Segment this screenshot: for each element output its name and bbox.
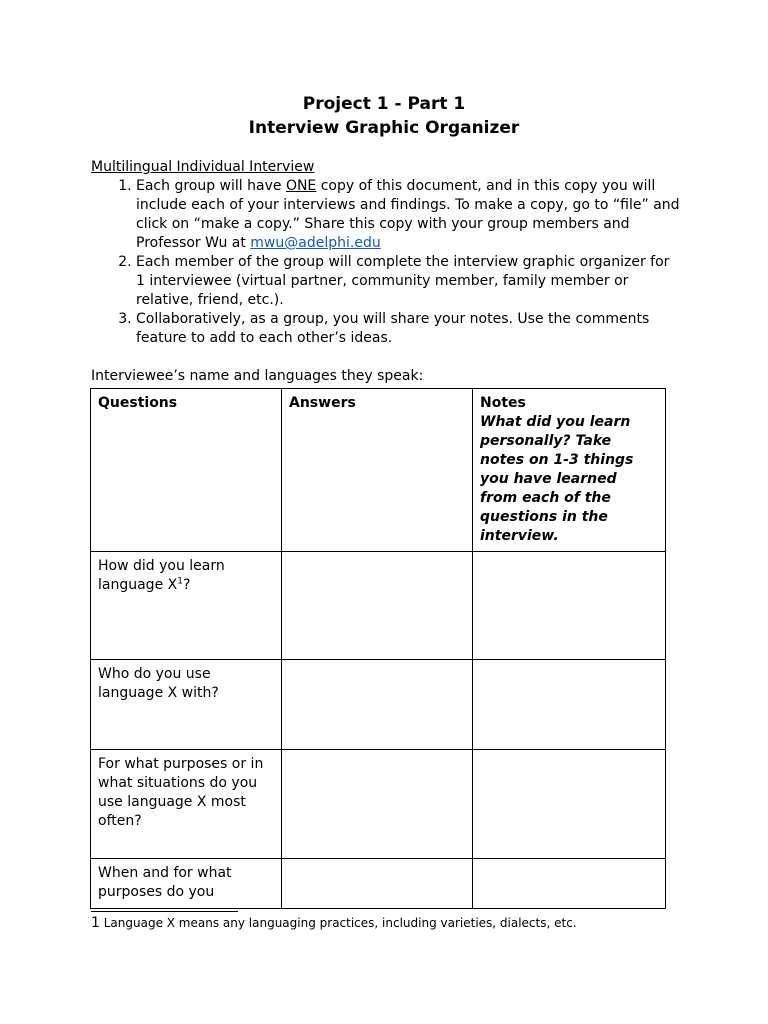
- document-title: Project 1 - Part 1: [302, 94, 466, 114]
- notes-cell[interactable]: [473, 660, 666, 750]
- document-subtitle: Interview Graphic Organizer: [248, 118, 520, 138]
- footnote-text: Language X means any languaging practices, including varieties, dialects, etc.: [99, 916, 577, 930]
- header-questions: Questions: [98, 395, 178, 411]
- table-row: [91, 660, 666, 750]
- email-link[interactable]: mwu@adelphi.edu: [250, 235, 381, 251]
- interviewee-label: Interviewee’s name and languages they speak:: [91, 368, 424, 384]
- header-notes: Notes: [480, 395, 526, 411]
- footnote-divider: [91, 911, 238, 912]
- instructions-list: [91, 177, 681, 348]
- answer-cell[interactable]: [282, 859, 473, 909]
- question-suffix: ?: [182, 577, 191, 593]
- table-row: [91, 750, 666, 859]
- header-cell-questions: [91, 389, 282, 552]
- question-cell: When and for what purposes do you: [91, 859, 282, 909]
- notes-cell[interactable]: [473, 750, 666, 859]
- footnote: [91, 915, 577, 931]
- instruction-item-3: 3. Collaboratively, as a group, you will share your notes. Use the comments feature to add to each other’s ideas.: [136, 310, 681, 348]
- header-answers: Answers: [289, 395, 356, 411]
- interview-table: [90, 388, 666, 909]
- table-header-row: [91, 389, 666, 552]
- table-row: [91, 859, 666, 909]
- instruction-1-text-a: Each group will have: [136, 178, 286, 194]
- footnote-marker: 1: [177, 576, 183, 587]
- answer-cell[interactable]: [282, 660, 473, 750]
- notes-cell[interactable]: [473, 859, 666, 909]
- answer-cell[interactable]: [282, 552, 473, 660]
- footnote-number: 1: [91, 915, 100, 931]
- question-text: How did you learn language X: [98, 558, 225, 593]
- question-cell: [91, 552, 282, 660]
- answer-cell[interactable]: [282, 750, 473, 859]
- instruction-item-2: 2. Each member of the group will complete the interview graphic organizer for 1 interviewee (virtual partner, community member, family member or relative, friend, etc.).: [136, 253, 681, 310]
- notes-cell[interactable]: [473, 552, 666, 660]
- table-row: [91, 552, 666, 660]
- instruction-1-text-b: copy of this document, and in this copy you will include each of your interviews and findings. To make a copy, go to “file” and click on “make a copy.” Share this copy with your group members and Professor Wu at: [136, 178, 680, 251]
- instruction-1-emphasis: ONE: [285, 178, 317, 194]
- question-cell: Who do you use language X with?: [91, 660, 282, 750]
- header-cell-answers: [282, 389, 473, 552]
- question-cell: For what purposes or in what situations do you use language X most often?: [91, 750, 282, 859]
- section-heading: Multilingual Individual Interview: [91, 159, 315, 175]
- header-cell-notes: [473, 389, 666, 552]
- notes-instruction: What did you learn personally? Take notes on 1-3 things you have learned from each of the questions in the interview.: [480, 414, 634, 544]
- instruction-item-1: [136, 177, 681, 253]
